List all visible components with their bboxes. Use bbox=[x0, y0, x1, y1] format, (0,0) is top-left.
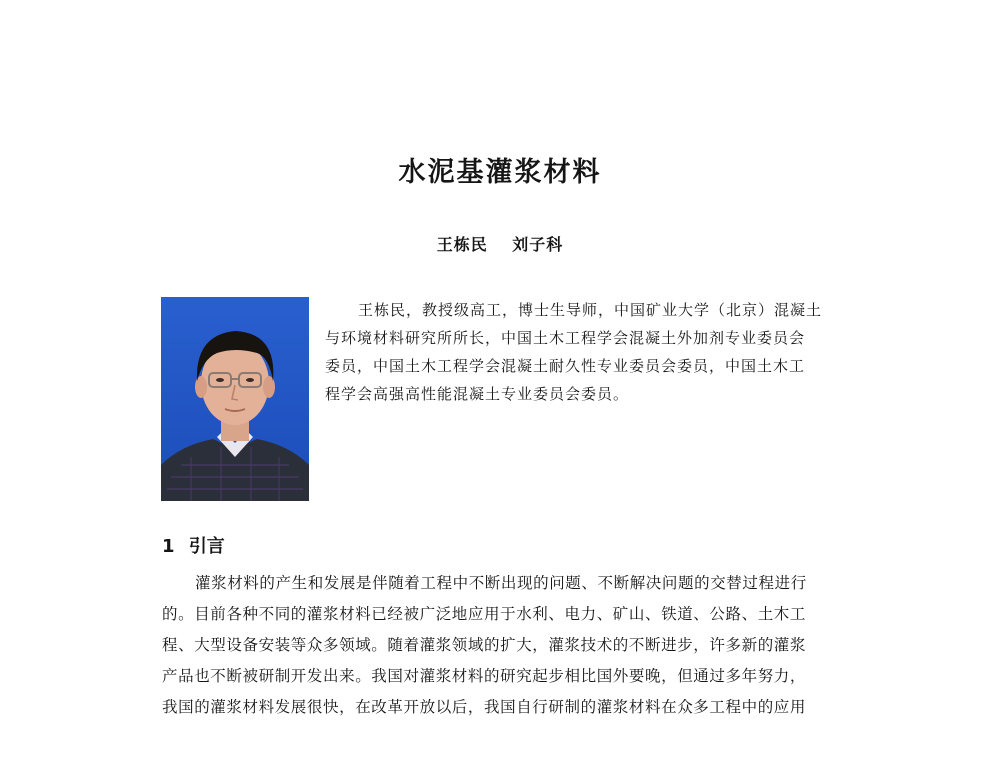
author-bio bbox=[325, 296, 865, 408]
bio-line: 王栋民，教授级高工，博士生导师，中国矿业大学（北京）混凝土 bbox=[358, 301, 823, 319]
section-title: 引言 bbox=[188, 536, 225, 557]
paragraph-line: 灌浆材料的产生和发展是伴随着工程中不断出现的问题、不断解决问题的交替过程进行 bbox=[195, 574, 807, 592]
bio-line: 程学会高强高性能混凝土专业委员会委员。 bbox=[325, 385, 630, 403]
paragraph-line: 我国的灌浆材料发展很快，在改革开放以后，我国自行研制的灌浆材料在众多工程中的应用 bbox=[162, 698, 807, 716]
paragraph-line: 产品也不断被研制开发出来。我国对灌浆材料的研究起步相比国外要晚，但通过多年努力， bbox=[162, 667, 807, 685]
document-title: 水泥基灌浆材料 bbox=[398, 157, 602, 188]
body-paragraph bbox=[162, 568, 868, 723]
author-line bbox=[0, 232, 1000, 255]
author-name: 刘子科 bbox=[512, 235, 564, 254]
author-portrait-image bbox=[161, 297, 309, 501]
section-heading bbox=[162, 532, 225, 558]
section-number: 1 bbox=[162, 536, 175, 557]
paragraph-line: 程、大型设备安装等众多领域。随着灌浆领域的扩大，灌浆技术的不断进步，许多新的灌浆 bbox=[162, 636, 807, 654]
author-name: 王栋民 bbox=[436, 235, 488, 254]
author-photo bbox=[161, 297, 309, 501]
bio-line: 与环境材料研究所所长，中国土木工程学会混凝土外加剂专业委员会 bbox=[325, 329, 806, 347]
paragraph-line: 的。目前各种不同的灌浆材料已经被广泛地应用于水利、电力、矿山、铁道、公路、土木工 bbox=[162, 605, 807, 623]
bio-line: 委员，中国土木工程学会混凝土耐久性专业委员会委员，中国土木工 bbox=[325, 357, 806, 375]
